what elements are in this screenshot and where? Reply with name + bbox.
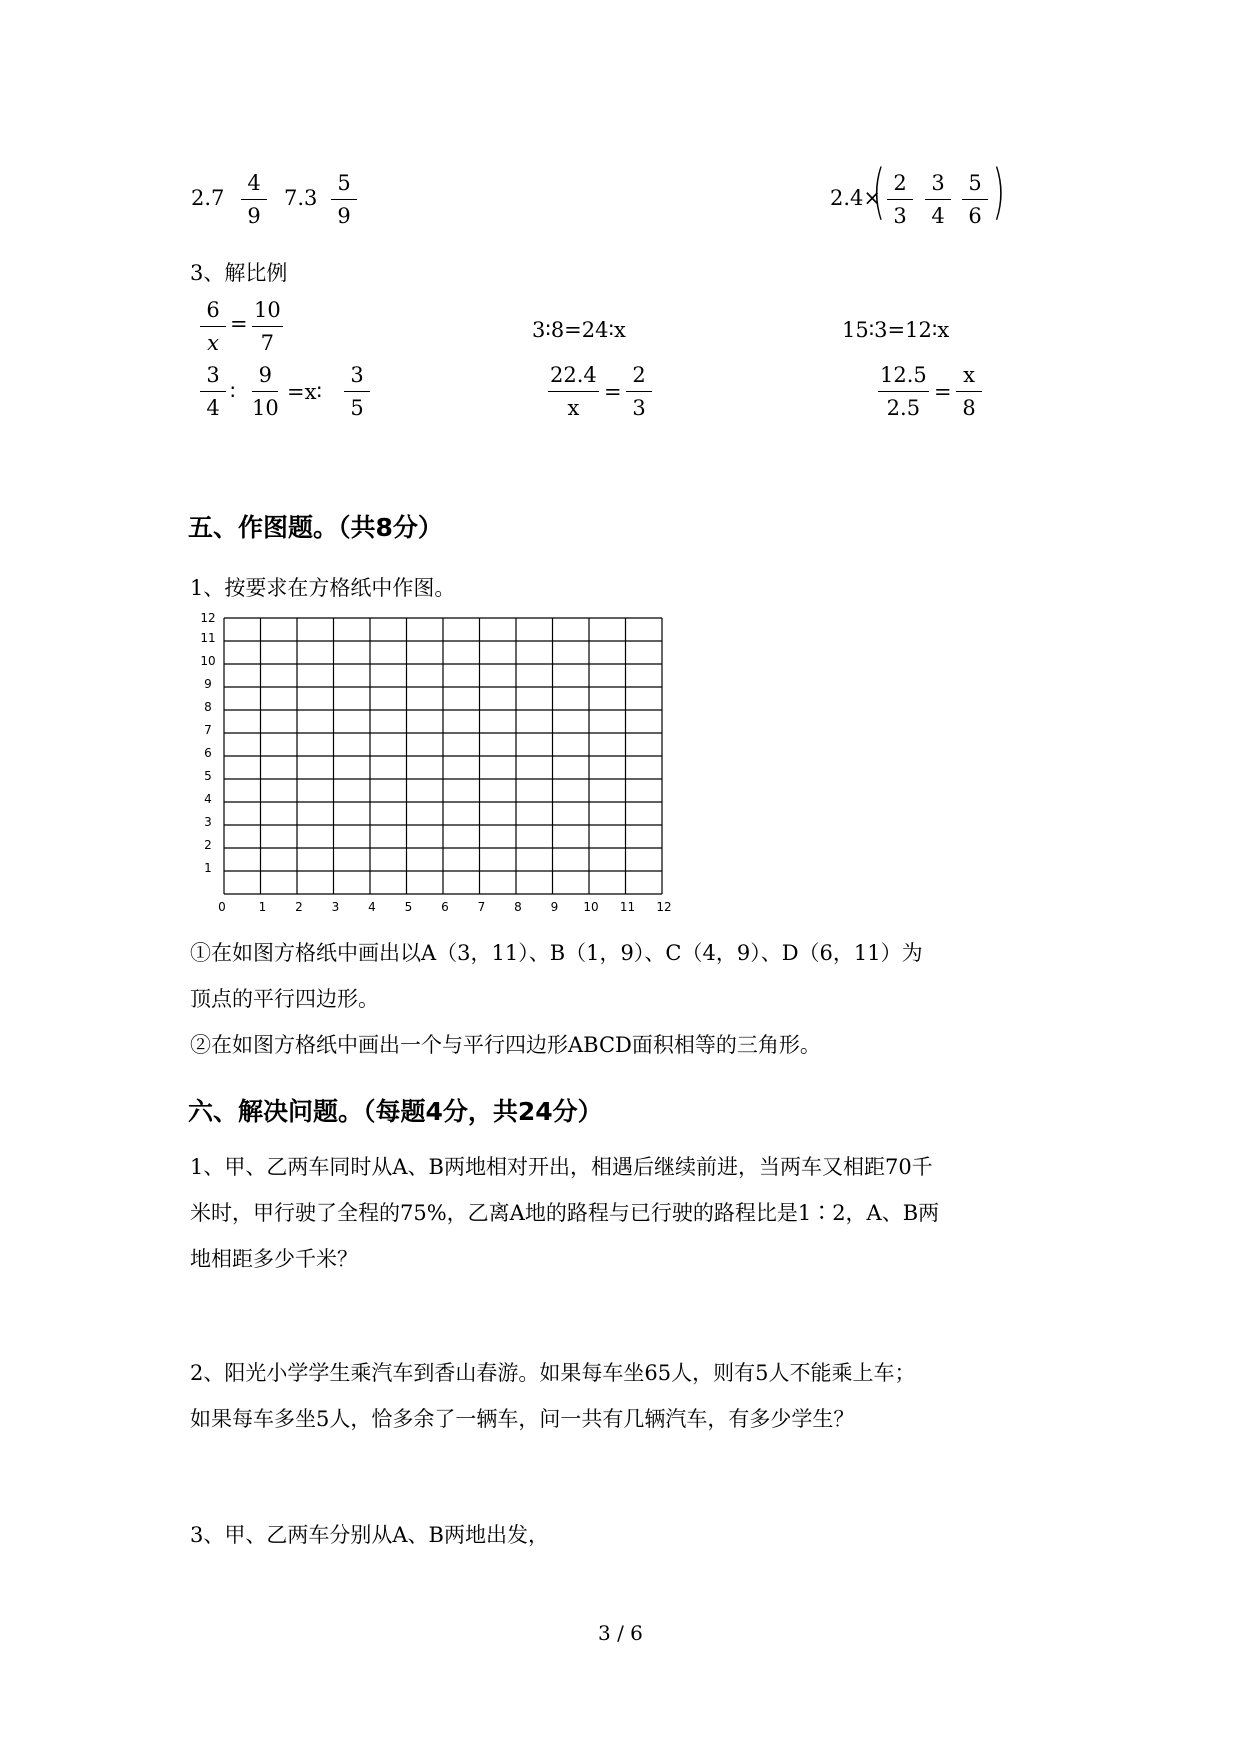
prop-fraction: $\frac{9}{10}$	[252, 363, 279, 420]
grid-x-label: 3	[331, 900, 340, 914]
left-paren: (	[872, 157, 886, 227]
grid-x-label: 9	[550, 900, 559, 914]
prop-fraction: $\frac{12.5}{2.5}$	[880, 363, 927, 420]
grid-x-label: 5	[404, 900, 413, 914]
calc-fraction-1: $\frac{4}{9}$	[241, 170, 267, 229]
grid-y-label: 12	[200, 611, 216, 625]
prop-fraction: $\frac{2}{3}$	[626, 362, 652, 421]
grid-x-label: 7	[477, 900, 486, 914]
grid-x-label: 0	[218, 900, 226, 914]
equals-sign: =	[934, 380, 952, 404]
grid-y-label: 4	[204, 792, 212, 806]
grid-y-label: 7	[204, 723, 212, 737]
calc-number-a: 2.7	[191, 186, 225, 210]
right-paren: )	[992, 157, 1006, 227]
calc-number-b: 7.3	[284, 186, 318, 210]
grid-x-label: 1	[258, 900, 267, 914]
grid-x-label: 4	[368, 900, 376, 914]
proportion-r1c2: 3∶8=24∶x	[532, 318, 626, 342]
grid-y-label: 5	[204, 769, 212, 783]
grid-y-label: 9	[204, 677, 212, 691]
section6-q2-line1: 2、阳光小学学生乘汽车到香山春游。如果每车坐65人，则有5人不能乘上车；	[190, 1361, 916, 1385]
prop-fraction: $\frac{22.4}{x}$	[550, 363, 597, 420]
grid-y-label: 10	[200, 654, 216, 668]
section6-heading: 六、解决问题。（每题4分，共24分）	[188, 1097, 603, 1126]
coordinate-grid	[186, 610, 686, 922]
prop-fraction: $\frac{3}{5}$	[344, 362, 370, 421]
calc-lead: 2.4×	[830, 186, 881, 210]
section5-q1: 1、按要求在方格纸中作图。	[190, 576, 456, 600]
grid-y-label: 3	[204, 815, 212, 829]
calc-fraction-4: $\frac{3}{4}$	[925, 170, 951, 229]
grid-x-label: 12	[656, 900, 672, 914]
section6-q1-line3: 地相距多少千米？	[190, 1247, 358, 1271]
grid-y-label: 2	[204, 838, 212, 852]
grid-y-label: 11	[200, 631, 216, 645]
section5-heading: 五、作图题。（共8分）	[188, 513, 443, 542]
section6-q1-line2: 米时，甲行驶了全程的75%，乙离A地的路程与已行驶的路程比是1∶2，A、B两	[190, 1201, 940, 1225]
prop-fraction: $\frac{6}{x}$	[200, 297, 226, 356]
grid-x-label: 10	[583, 900, 599, 914]
calc-fraction-5: $\frac{5}{6}$	[962, 170, 988, 229]
proportion-title: 3、解比例	[190, 261, 288, 285]
colon: ∶	[230, 380, 236, 404]
calc-fraction-3: $\frac{2}{3}$	[887, 170, 913, 229]
section6-q1-line1: 1、甲、乙两车同时从A、B两地相对开出，相遇后继续前进，当两车又相距70千	[190, 1155, 933, 1179]
equals-sign: =	[604, 380, 622, 404]
section5-task2: ②在如图方格纸中画出一个与平行四边形ABCD面积相等的三角形。	[190, 1033, 821, 1057]
prop-fraction: $\frac{3}{4}$	[200, 362, 226, 421]
grid-y-label: 6	[204, 746, 212, 760]
calc-fraction-2: $\frac{5}{9}$	[331, 170, 357, 229]
equals-sign: =	[230, 312, 248, 336]
section6-q2-line2: 如果每车多坐5人，恰多余了一辆车，问一共有几辆汽车，有多少学生？	[190, 1407, 855, 1431]
grid-x-label: 11	[619, 900, 636, 914]
grid-x-label: 2	[295, 900, 303, 914]
section5-task1-line1: ①在如图方格纸中画出以A（3，11）、B（1，9）、C（4，9）、D（6，11）为	[190, 941, 923, 965]
grid-x-label: 8	[514, 900, 522, 914]
proportion-r1c3: 15∶3=12∶x	[842, 318, 950, 342]
section6-q3-line1: 3、甲、乙两车分别从A、B两地出发，	[190, 1523, 549, 1547]
grid-x-label: 6	[441, 900, 449, 914]
prop-fraction: $\frac{x}{8}$	[956, 362, 982, 421]
grid-y-label: 1	[204, 861, 212, 875]
grid-y-label: 8	[204, 700, 212, 714]
equals-x-colon: =x∶	[287, 380, 322, 404]
page-number: 3 / 6	[598, 1621, 643, 1645]
prop-fraction: $\frac{10}{7}$	[254, 298, 281, 355]
section5-task1-line2: 顶点的平行四边形。	[190, 987, 379, 1011]
